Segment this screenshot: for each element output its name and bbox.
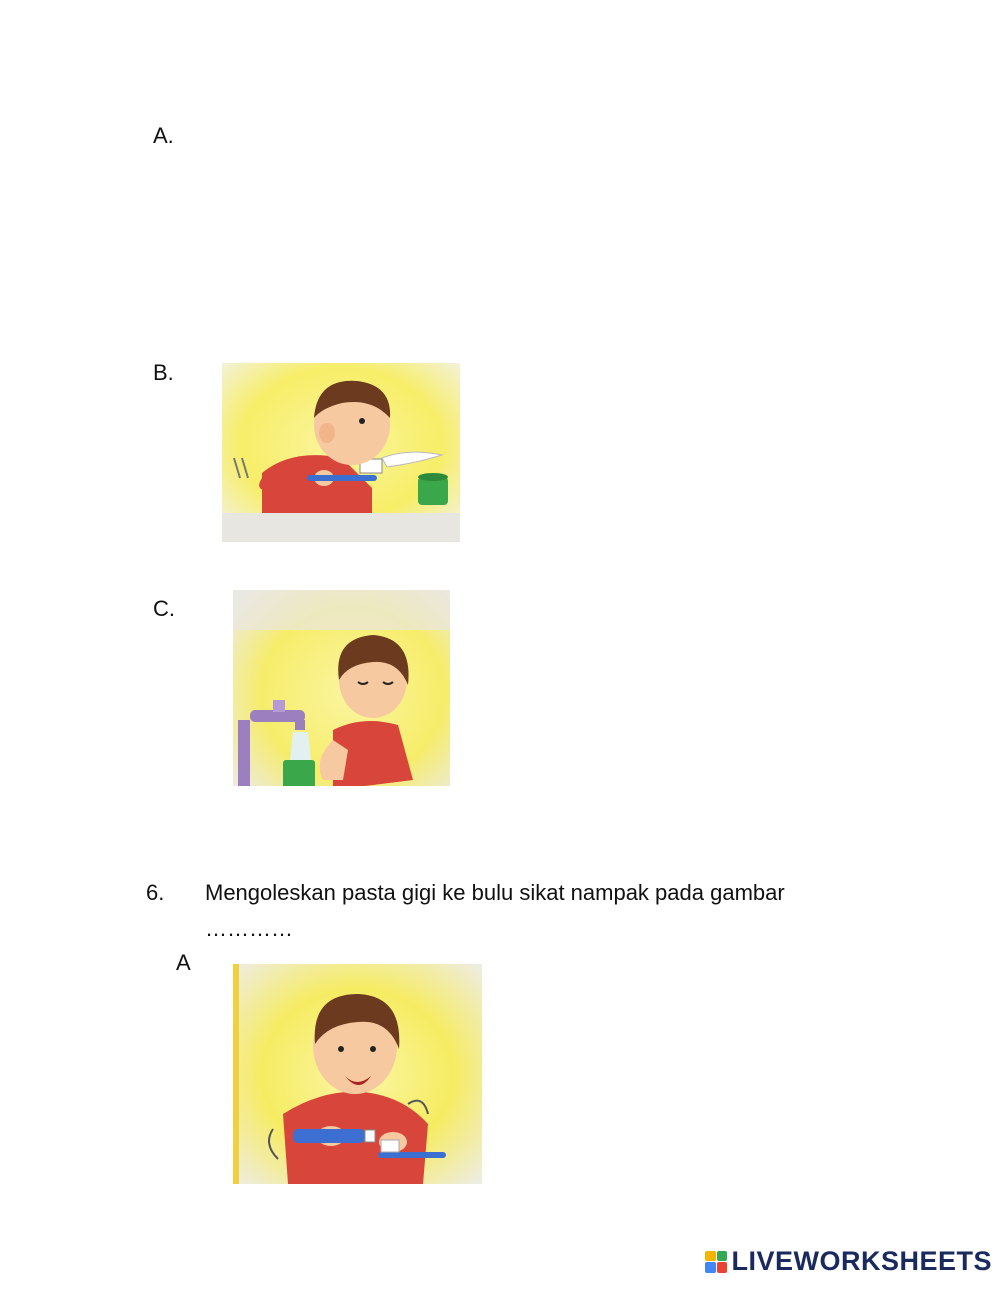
logo-square-3 (705, 1262, 716, 1273)
logo-square-4 (717, 1262, 728, 1273)
boy-brushing-teeth-illustration (222, 363, 460, 542)
question-text: Mengoleskan pasta gigi ke bulu sikat nampak pada gambar (205, 880, 785, 905)
liveworksheets-brand (705, 1246, 992, 1277)
toothpaste-svg (233, 964, 482, 1184)
liveworksheets-text: LIVEWORKSHEETS (731, 1246, 992, 1276)
logo-square-2 (717, 1251, 728, 1262)
option-c-label: C. (153, 596, 175, 621)
boy-at-faucet-illustration (233, 590, 450, 796)
logo-square-1 (705, 1251, 716, 1262)
brushing-teeth-svg (222, 363, 460, 542)
boy-applying-toothpaste-illustration (233, 964, 482, 1184)
question-number: 6. (146, 880, 165, 905)
liveworksheets-logo-icon (705, 1251, 727, 1273)
q6-option-a-label: A (176, 950, 191, 975)
option-a-label: A. (153, 123, 174, 148)
question-dots: ………… (205, 916, 293, 941)
option-b-label: B. (153, 360, 174, 385)
faucet-svg (233, 590, 450, 796)
